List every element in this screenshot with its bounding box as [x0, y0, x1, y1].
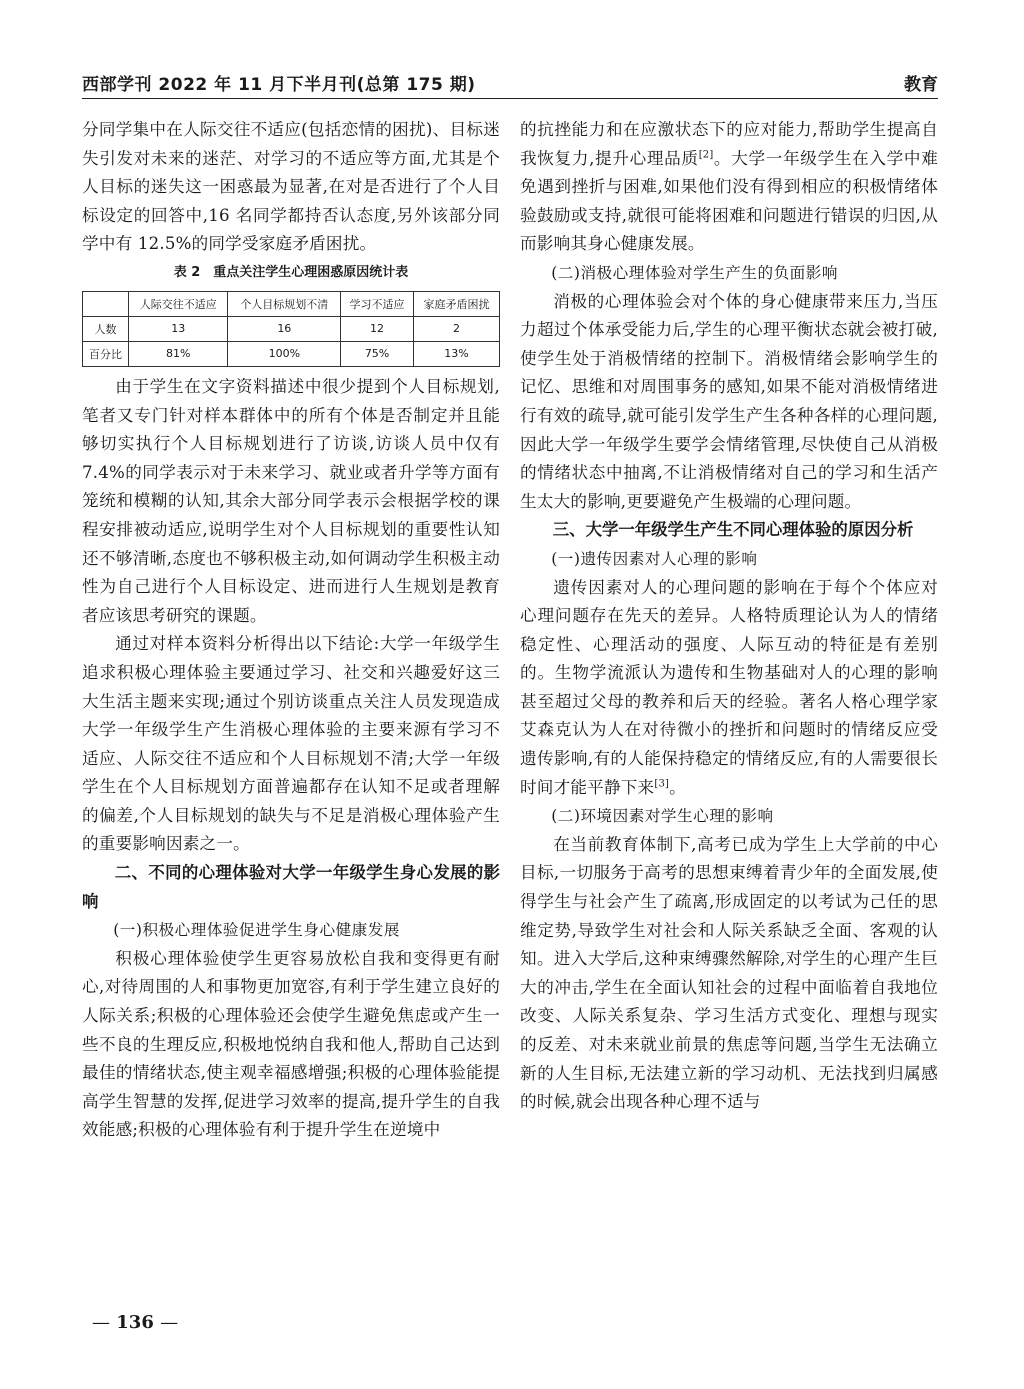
paragraph: 分同学集中在人际交往不适应(包括恋情的困扰)、目标迷失引发对未来的迷茫、对学习的不适应等方面,尤其是个人目标的迷失这一困惑最为显著,在对是否进行了个人目标设定的回答中,16 名同学都持否认态度,另外该部分同学中有 12.5%的同学受家庭矛盾困扰。	[82, 120, 500, 254]
paragraph: 通过对样本资料分析得出以下结论:大学一年级学生追求积极心理体验主要通过学习、社交和兴趣爱好这三大生活主题来实现;通过个别访谈重点关注人员发现造成大学一年级学生产生消极心理体验的主要来源有学习不适应、人际交往不适应和个人目标规划不清;大学一年级学生在个人目标规划方面普遍都存在认知不足或者理解的偏差,个人目标规划的缺失与不足是消极心理体验产生的重要影响因素之一。	[82, 634, 500, 854]
section-label: 教育	[904, 75, 938, 95]
table-cell: 13%	[413, 341, 499, 366]
table-cell: 人数	[83, 316, 129, 341]
citation-ref: [2]	[698, 149, 714, 161]
table-row	[83, 316, 500, 341]
table-cell: 2	[413, 316, 499, 341]
paragraph	[520, 574, 938, 803]
table-cell: 百分比	[83, 341, 129, 366]
paragraph	[520, 116, 938, 259]
table-caption: 表 2 重点关注学生心理困惑原因统计表	[173, 264, 409, 280]
table-header-cell: 个人目标规划不清	[228, 291, 341, 316]
subsection-heading: (二)环境因素对学生心理的影响	[551, 807, 774, 826]
footer-dash: —	[160, 1312, 179, 1333]
table-cell: 13	[129, 316, 228, 341]
table-header-cell: 学习不适应	[341, 291, 414, 316]
section-heading: 二、不同的心理体验对大学一年级学生身心发展的影响	[82, 863, 500, 911]
right-column	[520, 116, 938, 1117]
table-cell: 81%	[129, 341, 228, 366]
table-cell: 16	[228, 316, 341, 341]
paragraph: 由于学生在文字资料描述中很少提到个人目标规划,笔者又专门针对样本群体中的所有个体是否制定并且能够切实执行个人目标规划进行了访谈,访谈人员中仅有 7.4%的同学表示对于未来学习、就业或者升学等方面有笼统和模糊的认知,其余大部分同学表示会根据学校的课程安排被动适应,说明学生对个人目标规划的重要性认知还不够清晰,态度也不够积极主动,如何调动学生积极主动性为自己进行个人目标设定、进而进行人生规划是教育者应该思考研究的课题。	[82, 376, 500, 625]
paragraph-text: 。大学一年级学生在入学中难免遇到挫折与困难,如果他们没有得到相应的积极情绪体验鼓励或支持,就很可能将困难和问题进行错误的归因,从而影响其身心健康发展。	[520, 148, 938, 254]
stats-table	[82, 291, 500, 367]
journal-title: 西部学刊 2022 年 11 月下半月刊(总第 175 期)	[82, 75, 476, 95]
section-heading: 三、大学一年级学生产生不同心理体验的原因分析	[552, 520, 914, 540]
paragraph-text: 遗传因素对人的心理问题的影响在于每个个体应对心理问题存在先天的差异。人格特质理论认为人的情绪稳定性、心理活动的强度、人际互动的特征是有差别的。生物学流派认为遗传和生物基础对人的心理的影响甚至超过父母的教养和后天的经验。著名人格心理学家艾森克认为人在对待微小的挫折和问题时的情绪反应受遗传影响,有的人能保持稳定的情绪反应,有的人需要很长时间才能平静下来	[520, 577, 938, 797]
table-header-cell	[83, 291, 129, 316]
citation-ref: [3]	[654, 778, 670, 790]
paragraph: 在当前教育体制下,高考已成为学生上大学前的中心目标,一切服务于高考的思想束缚着青少年的全面发展,使得学生与社会产生了疏离,形成固定的以考试为己任的思维定势,导致学生对社会和人际关系缺乏全面、客观的认知。进入大学后,这种束缚骤然解除,对学生的心理产生巨大的冲击,学生在全面认知社会的过程中面临着自我地位改变、人际关系复杂、学习生活方式变化、理想与现实的反差、对未来就业前景的焦虑等问题,当学生无法确立新的人生目标,无法建立新的学习动机、无法找到归属感的时候,就会出现各种心理不适与	[520, 834, 938, 1112]
subsection-heading: (一)遗传因素对人心理的影响	[551, 549, 758, 568]
paragraph: 积极心理体验使学生更容易放松自我和变得更有耐心,对待周围的人和事物更加宽容,有利于学生建立良好的人际关系;积极的心理体验还会使学生避免焦虑或产生一些不良的生理反应,积极地悦纳自我和他人,帮助自己达到最佳的情绪状态,使主观幸福感增强;积极的心理体验能提高学生智慧的发挥,促进学习效率的提高,提升学生的自我效能感;积极的心理体验有利于提升学生在逆境中	[82, 948, 500, 1140]
subsection-heading: (一)积极心理体验促进学生身心健康发展	[113, 921, 400, 940]
table-cell: 12	[341, 316, 414, 341]
paragraph-text: 。	[669, 777, 686, 797]
table-row	[83, 341, 500, 366]
table-cell: 75%	[341, 341, 414, 366]
paragraph-text: 的抗挫能力和在应激状态下的应对能力,帮助学生提高自我恢复力,提升心理品质	[520, 120, 938, 168]
table-header-row	[83, 291, 500, 316]
paragraph: 消极的心理体验会对个体的身心健康带来压力,当压力超过个体承受能力后,学生的心理平衡状态就会被打破,使学生处于消极情绪的控制下。消极情绪会影响学生的记忆、思维和对周围事务的感知,如果不能对消极情绪进行有效的疏导,就可能引发学生产生各种各样的心理问题,因此大学一年级学生要学会情绪管理,尽快使自己从消极的情绪状态中抽离,不让消极情绪对自己的学习和生活产生太大的影响,更要避免产生极端的心理问题。	[520, 291, 938, 511]
table-cell: 100%	[228, 341, 341, 366]
table-header-cell: 人际交往不适应	[129, 291, 228, 316]
left-column	[82, 116, 500, 1145]
page-header	[82, 68, 938, 99]
table-header-cell: 家庭矛盾困扰	[413, 291, 499, 316]
page-number: 136	[116, 1312, 154, 1333]
footer-dash: —	[92, 1312, 110, 1333]
page-footer	[92, 1312, 178, 1333]
subsection-heading: (二)消极心理体验对学生产生的负面影响	[551, 263, 838, 282]
